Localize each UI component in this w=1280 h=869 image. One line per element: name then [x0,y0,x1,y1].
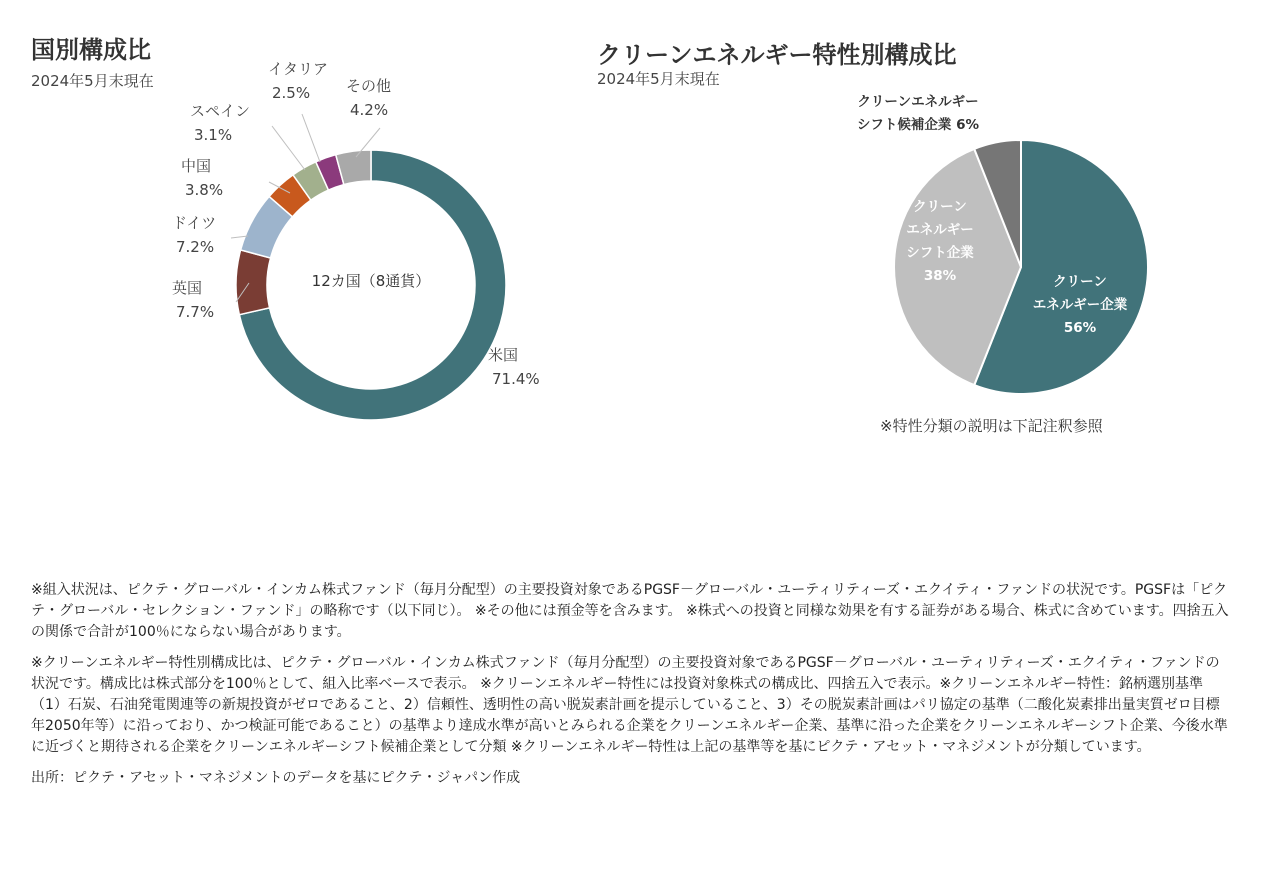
donut-category-label-7: その他 [346,77,392,95]
donut-value-label-4: 3.8% [185,181,224,199]
leader-line-5 [272,126,305,170]
footnote-clean-energy: ※クリーンエネルギー特性別構成比は、ピクテ・グローバル・インカム株式ファンド（毎月分配型）の主要投資対象であるPGSF－グローバル・ユーティリティーズ・エクイティ・ファンドの状況です。構成比は株式部分を100％として、組入比率ベースで表示。 ※クリーンエネルギー特性には投資対象株式の構成比、四捨五入で表示。※クリーンエネルギー特性：銘柄選別基準（1）石炭、石油発電関連等の新規投資がゼロであること、2）信頼性、透明性の高い脱炭素計画を提示していること、3）その脱炭素計画はパリ協定の基準（二酸化炭素排出量実質ゼロ目標年2050年等）に沿っており、かつ検証可能であること）の基準より達成水準が高いとみられる企業をクリーンエネルギー企業、基準に沿った企業をクリーンエネルギーシフト企業、今後水準に近づくと期待される企業をクリーンエネルギーシフト候補企業として分類 ※クリーンエネルギー特性は上記の基準等を基にピクテ・アセット・マネジメントが分類しています。 [31,655,1228,755]
donut-value-label-5: 3.1% [194,126,233,144]
donut-category-label-1: 米国 [488,346,519,364]
pie-label-3-line-1: クリーンエネルギー [857,94,979,110]
pie-label-2-line-2: エネルギー [906,222,974,238]
clean-energy-pie-chart [894,140,1148,394]
footnote-holdings: ※組入状況は、ピクテ・グローバル・インカム株式ファンド（毎月分配型）の主要投資対象であるPGSF－グローバル・ユーティリティーズ・エクイティ・ファンドの状況です。PGSFは「ピクテ・グローバル・セレクション・ファンド」の略称です（以下同じ）。 ※その他には預金等を含みます。 ※株式への投資と同様な効果を有する証券がある場合、株式に含めています。四捨五入の関係で合計が100％にならない場合があります。 [31,582,1229,640]
donut-value-label-7: 4.2% [350,101,389,119]
country-chart-title: 国別構成比 [31,36,151,64]
donut-center-label: 12カ国（8通貨） [311,272,431,290]
pie-label-2-line-3: シフト企業 [906,245,974,261]
leader-line-6 [302,114,320,162]
donut-value-label-6: 2.5% [272,84,311,102]
pie-label-3-line-2: シフト候補企業 6% [856,117,980,133]
donut-value-label-1: 71.4% [492,370,540,388]
donut-category-label-6: イタリア [268,60,329,78]
donut-slice-2 [236,250,271,315]
donut-category-label-2: 英国 [172,279,203,297]
pie-label-1-line-2: エネルギー企業 [1032,297,1128,313]
clean-energy-chart-title: クリーンエネルギー特性別構成比 [597,41,957,69]
donut-category-label-4: 中国 [181,157,212,175]
clean-energy-chart-date: 2024年5月末現在 [597,70,720,88]
pie-label-1-line-3: 56% [1063,320,1097,336]
country-chart-date: 2024年5月末現在 [31,72,154,90]
pie-label-2-line-4: 38% [923,268,957,284]
donut-value-label-3: 7.2% [176,238,215,256]
donut-value-label-2: 7.7% [176,303,215,321]
donut-category-label-5: スペイン [190,102,251,120]
pie-label-2-line-1: クリーン [913,199,967,215]
classification-footnote: ※特性分類の説明は下記注釈参照 [880,417,1103,435]
pie-label-1-line-1: クリーン [1053,274,1107,290]
donut-category-label-3: ドイツ [172,214,217,232]
footnote-source: 出所：ピクテ・アセット・マネジメントのデータを基にピクテ・ジャパン作成 [31,770,521,786]
footnotes [31,580,1231,789]
